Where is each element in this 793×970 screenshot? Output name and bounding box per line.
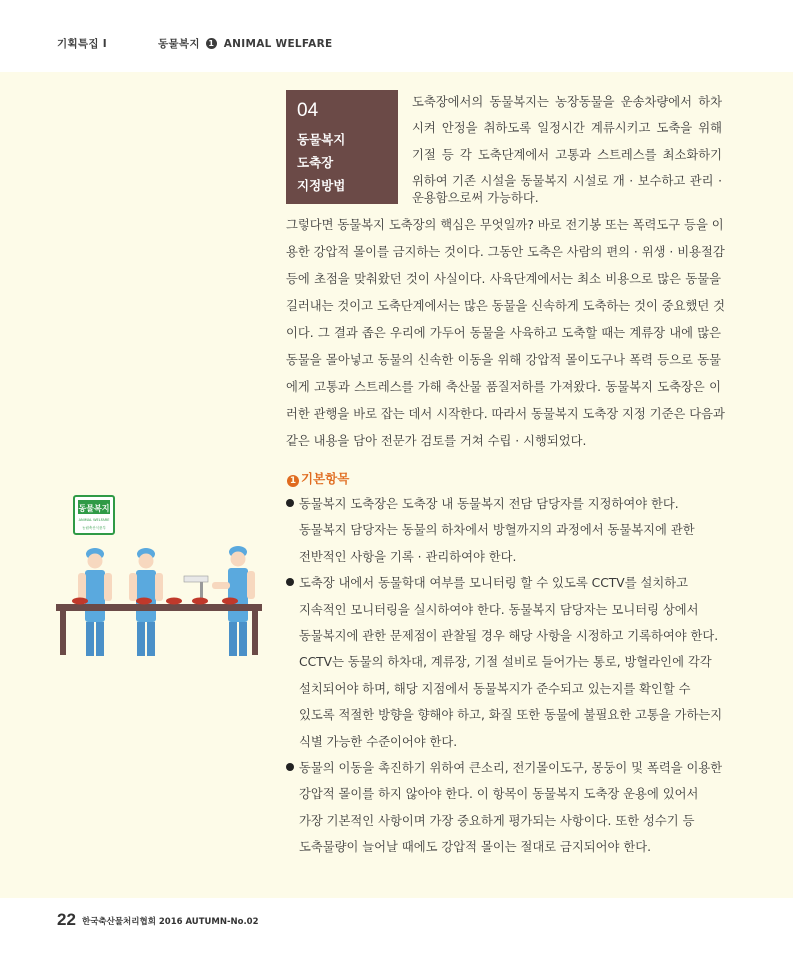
bullet-text: 있도록 적절한 방향을 향해야 하고, 화질 또한 동물에 불필요한 고통을 가하는지 [299, 708, 723, 723]
page-footer [0, 898, 793, 970]
bullet-text: 식별 가능한 수준이어야 한다. [299, 734, 458, 749]
header-section-label: 기획특집 I [57, 38, 107, 50]
bullet-continuation [286, 623, 726, 649]
chapter-number: 04 [297, 100, 319, 121]
bullet-continuation [286, 544, 726, 570]
intro-line: 도축장에서의 동물복지는 농장동물을 운송차량에서 하차 [412, 95, 722, 109]
bullet-continuation [286, 834, 726, 860]
bullet-dot-icon [286, 499, 294, 507]
bullet-text: 전반적인 사항을 기록 · 관리하여야 한다. [299, 549, 517, 564]
bullet-continuation [286, 729, 726, 755]
bullet-list [286, 491, 726, 860]
sign-text: 동물복지 [78, 504, 110, 513]
intro-line: 시켜 안정을 취하도록 일정시간 계류시키고 도축을 위해 [412, 121, 722, 136]
header-topic-en: ANIMAL WELFARE [223, 38, 333, 50]
chapter-box [286, 90, 398, 204]
bullet-text: CCTV는 동물의 하차대, 계류장, 기절 설비로 들어가는 통로, 방혈라인에 각각 [299, 655, 712, 670]
paragraph-line: 길러내는 것이고 도축단계에서는 많은 동물을 신속하게 도축하는 것이 중요했던 것 [286, 299, 726, 313]
bullet-item [286, 755, 726, 781]
paragraph-line: 이다. 그 결과 좁은 우리에 가두어 동물을 사육하고 도축할 때는 계류장 내에 많은 [286, 326, 721, 340]
bullet-continuation [286, 676, 726, 702]
paragraph-line: 등에 초점을 맞춰왔던 것이 사실이다. 사육단계에서는 최소 비용으로 많은 동물을 [286, 272, 721, 286]
bullet-text: 설치되어야 하며, 해당 지점에서 동물복지가 준수되고 있는지를 확인할 수 [299, 681, 691, 696]
section-title-text: 기본항목 [301, 471, 350, 486]
page-header [0, 0, 793, 72]
chapter-title-line-2: 도축장 [297, 155, 334, 170]
body-paragraph [286, 212, 726, 455]
sign-small: 농림축산식품부 [82, 526, 106, 530]
bullet-text: 도축물량이 늘어날 때에도 강압적 몰이는 절대로 금지되어야 한다. [299, 840, 651, 855]
paragraph-line: 에게 고통과 스트레스를 가해 축산물 품질저하를 가져왔다. 동물복지 도축장은 이 [286, 380, 721, 394]
bullet-text: 동물복지에 관한 문제점이 관찰될 경우 해당 사항을 시정하고 기록하여야 한다. [299, 628, 719, 643]
intro-line: 기절 등 각 도축단계에서 고통과 스트레스를 최소화하기 [412, 147, 722, 162]
page-number: 22 [57, 910, 76, 929]
bullet-continuation [286, 702, 726, 728]
bullet-text: 가장 기본적인 사항이며 가장 중요하게 평가되는 사항이다. 또한 성수기 등 [299, 813, 695, 828]
bullet-text: 동물의 이동을 촉진하기 위하여 큰소리, 전기몰이도구, 몽둥이 및 폭력을 이용한 [299, 760, 723, 775]
intro-last-line: 운용함으로써 가능하다. [412, 191, 539, 205]
bullet-text: 강압적 몰이를 하지 않아야 한다. 이 항목이 동물복지 도축장 운용에 있어서 [299, 787, 699, 802]
bullet-continuation [286, 597, 726, 623]
bullet-item [286, 491, 726, 517]
bullet-text: 지속적인 모니터링을 실시하여야 한다. 동물복지 담당자는 모니터링 상에서 [299, 602, 699, 617]
header-topic-number: 1 [206, 38, 217, 49]
animal-welfare-sign-icon [74, 496, 114, 534]
paragraph-line: 같은 내용을 담아 전문가 검토를 거쳐 수립 · 시행되었다. [286, 434, 587, 448]
chapter-title-line-3: 지정방법 [297, 178, 346, 193]
bullet-continuation [286, 808, 726, 834]
paragraph-line: 동물을 몰아넣고 동물의 신속한 이동을 위해 강압적 몰이도구나 폭력 등으로 동물 [286, 353, 721, 367]
publication-info: 한국축산물처리협회 2016 AUTUMN-No.02 [82, 917, 259, 927]
header-topic [158, 36, 332, 51]
bullet-dot-icon [286, 763, 294, 771]
intro-line: 위하여 기존 시설을 동물복지 시설로 개 · 보수하고 관리 · [412, 174, 722, 189]
section-number: 1 [287, 475, 299, 487]
bullet-continuation [286, 649, 726, 675]
paragraph-line: 그렇다면 동물복지 도축장의 핵심은 무엇일까? 바로 전기봉 또는 폭력도구 등을 이 [286, 218, 724, 232]
section-title [287, 469, 349, 487]
slaughterhouse-workers-illustration [50, 490, 270, 660]
header-topic-ko: 동물복지 [158, 38, 200, 50]
chapter-title-line-1: 동물복지 [297, 132, 346, 147]
bullet-continuation [286, 517, 726, 543]
paragraph-line: 용한 강압적 몰이를 금지하는 것이다. 그동안 도축은 사람의 편의 · 위생 · 비용절감 [286, 245, 725, 259]
sign-sub: ANIMAL WELFARE [78, 518, 110, 522]
intro-text [412, 89, 722, 195]
bullet-text: 도축장 내에서 동물학대 여부를 모니터링 할 수 있도록 CCTV를 설치하고 [299, 576, 689, 591]
bullet-item [286, 570, 726, 596]
bullet-dot-icon [286, 578, 294, 586]
bullet-text: 동물복지 담당자는 동물의 하차에서 방혈까지의 과정에서 동물복지에 관한 [299, 523, 695, 538]
bullet-continuation [286, 781, 726, 807]
bullet-text: 동물복지 도축장은 도축장 내 동물복지 전담 담당자를 지정하여야 한다. [299, 497, 679, 511]
paragraph-line: 러한 관행을 바로 잡는 데서 시작한다. 따라서 동물복지 도축장 지정 기준은 다음과 [286, 407, 725, 421]
